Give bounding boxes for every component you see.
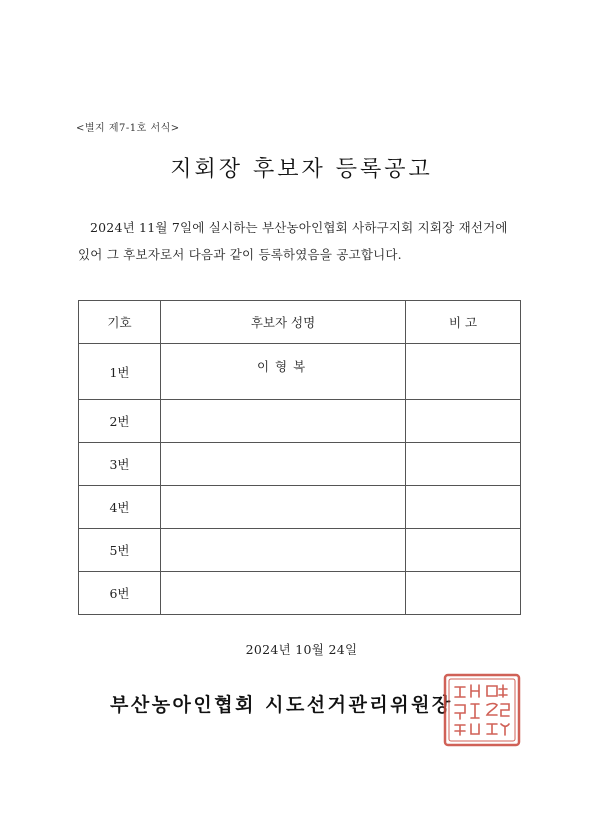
row-number: 4번	[79, 486, 161, 529]
row-note	[406, 572, 521, 615]
row-note	[406, 400, 521, 443]
table-row	[79, 400, 521, 443]
row-number: 1번	[79, 344, 161, 400]
table-row	[79, 344, 521, 400]
row-number: 6번	[79, 572, 161, 615]
header-note: 비 고	[406, 301, 521, 344]
row-number: 5번	[79, 529, 161, 572]
row-candidate-name	[161, 529, 406, 572]
table-row	[79, 486, 521, 529]
row-candidate-name	[161, 443, 406, 486]
candidate-table	[78, 300, 521, 615]
table-row	[79, 572, 521, 615]
header-number: 기호	[79, 301, 161, 344]
table-header-row	[79, 301, 521, 344]
row-candidate-name	[161, 400, 406, 443]
row-note	[406, 443, 521, 486]
issuer-name: 부산농아인협회 시도선거관리위원장	[110, 694, 453, 716]
table-row	[79, 529, 521, 572]
page-title: 지회장 후보자 등록공고	[170, 157, 433, 182]
row-candidate-name: 이 형 복	[161, 344, 406, 400]
header-candidate-name: 후보자 성명	[161, 301, 406, 344]
row-note	[406, 344, 521, 400]
notice-date: 2024년 10월 24일	[245, 642, 358, 657]
row-note	[406, 529, 521, 572]
form-tag: <별지 제7-1호 서식>	[76, 123, 180, 134]
row-note	[406, 486, 521, 529]
row-candidate-name	[161, 486, 406, 529]
row-candidate-name	[161, 572, 406, 615]
row-number: 3번	[79, 443, 161, 486]
row-number: 2번	[79, 400, 161, 443]
intro-paragraph: 2024년 11월 7일에 실시하는 부산농아인협회 사하구지회 지회장 재선거에 있어 그 후보자로서 다음과 같이 등록하였음을 공고합니다.	[78, 220, 508, 262]
official-seal-icon	[443, 673, 521, 747]
table-row	[79, 443, 521, 486]
